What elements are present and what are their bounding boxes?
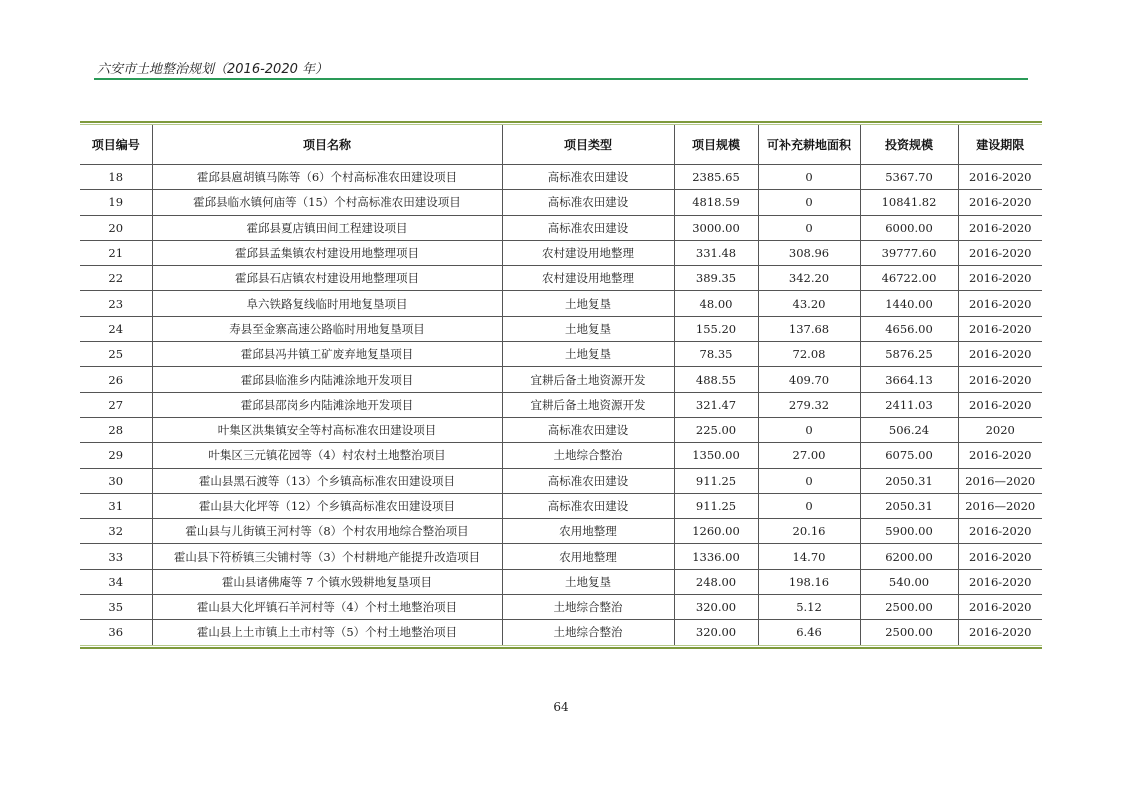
column-project-type-cell: 农用地整理 xyxy=(502,544,674,569)
column-project-name-cell: 叶集区洪集镇安全等村高标准农田建设项目 xyxy=(152,417,502,442)
column-period-cell: 2016—2020 xyxy=(958,493,1042,518)
column-project-scale-cell: 911.25 xyxy=(674,468,758,493)
column-project-id-cell: 30 xyxy=(80,468,152,493)
column-project-id-cell: 35 xyxy=(80,595,152,620)
column-supplementary-farmland-cell: 0 xyxy=(758,468,860,493)
column-investment-cell: 3664.13 xyxy=(860,367,958,392)
column-period-cell: 2020 xyxy=(958,417,1042,442)
column-project-type-cell: 高标准农田建设 xyxy=(502,190,674,215)
column-supplementary-farmland-cell: 342.20 xyxy=(758,266,860,291)
column-project-id-cell: 36 xyxy=(80,620,152,645)
column-supplementary-farmland-cell: 0 xyxy=(758,165,860,190)
column-project-scale-cell: 488.55 xyxy=(674,367,758,392)
column-project-type-cell: 高标准农田建设 xyxy=(502,493,674,518)
column-project-type-cell: 高标准农田建设 xyxy=(502,417,674,442)
column-period-cell: 2016—2020 xyxy=(958,468,1042,493)
column-period-cell: 2016-2020 xyxy=(958,392,1042,417)
column-period-cell: 2016-2020 xyxy=(958,316,1042,341)
column-period-cell: 2016-2020 xyxy=(958,342,1042,367)
column-project-name-cell: 霍山县大化坪等（12）个乡镇高标准农田建设项目 xyxy=(152,493,502,518)
table-row xyxy=(80,165,1042,190)
column-period-cell: 2016-2020 xyxy=(958,544,1042,569)
column-supplementary-farmland-cell: 43.20 xyxy=(758,291,860,316)
table-row xyxy=(80,240,1042,265)
column-project-scale-cell: 3000.00 xyxy=(674,215,758,240)
column-project-id-cell: 27 xyxy=(80,392,152,417)
column-investment-cell: 10841.82 xyxy=(860,190,958,215)
table-bottom-rule-thin xyxy=(80,645,1042,646)
column-project-scale-cell: 48.00 xyxy=(674,291,758,316)
column-project-type-cell: 高标准农田建设 xyxy=(502,468,674,493)
column-project-id-cell: 29 xyxy=(80,443,152,468)
column-project-id-cell: 21 xyxy=(80,240,152,265)
column-project-name-cell: 霍山县诸佛庵等 7 个镇水毁耕地复垦项目 xyxy=(152,569,502,594)
column-project-scale-cell: 1350.00 xyxy=(674,443,758,468)
column-investment-header: 投资规模 xyxy=(860,125,958,165)
table-row xyxy=(80,266,1042,291)
column-project-id-cell: 34 xyxy=(80,569,152,594)
column-project-scale-cell: 248.00 xyxy=(674,569,758,594)
table-row xyxy=(80,443,1042,468)
column-supplementary-farmland-cell: 6.46 xyxy=(758,620,860,645)
table-row xyxy=(80,190,1042,215)
column-project-id-cell: 26 xyxy=(80,367,152,392)
column-project-scale-cell: 4818.59 xyxy=(674,190,758,215)
column-investment-cell: 39777.60 xyxy=(860,240,958,265)
table-row xyxy=(80,367,1042,392)
column-supplementary-farmland-header: 可补充耕地面积 xyxy=(758,125,860,165)
column-investment-cell: 506.24 xyxy=(860,417,958,442)
column-period-cell: 2016-2020 xyxy=(958,266,1042,291)
column-project-id-cell: 23 xyxy=(80,291,152,316)
column-project-scale-cell: 2385.65 xyxy=(674,165,758,190)
page-number: 64 xyxy=(553,700,569,714)
column-project-name-cell: 霍邱县冯井镇工矿废弃地复垦项目 xyxy=(152,342,502,367)
column-project-id-cell: 31 xyxy=(80,493,152,518)
column-supplementary-farmland-cell: 137.68 xyxy=(758,316,860,341)
column-project-name-cell: 霍邱县扈胡镇马陈等（6）个村高标准农田建设项目 xyxy=(152,165,502,190)
column-project-name-cell: 霍邱县夏店镇田间工程建设项目 xyxy=(152,215,502,240)
column-investment-cell: 540.00 xyxy=(860,569,958,594)
running-header-title: 六安市土地整治规划（2016-2020 年） xyxy=(97,62,328,77)
column-project-scale-cell: 225.00 xyxy=(674,417,758,442)
column-investment-cell: 2050.31 xyxy=(860,493,958,518)
column-supplementary-farmland-cell: 5.12 xyxy=(758,595,860,620)
table-row xyxy=(80,620,1042,645)
column-project-name-cell: 霍邱县孟集镇农村建设用地整理项目 xyxy=(152,240,502,265)
column-supplementary-farmland-cell: 409.70 xyxy=(758,367,860,392)
column-project-name-cell: 霍邱县邵岗乡内陆滩涂地开发项目 xyxy=(152,392,502,417)
table-bottom-rule xyxy=(80,647,1042,649)
column-period-cell: 2016-2020 xyxy=(958,569,1042,594)
column-investment-cell: 5367.70 xyxy=(860,165,958,190)
column-supplementary-farmland-cell: 0 xyxy=(758,190,860,215)
column-project-scale-cell: 320.00 xyxy=(674,595,758,620)
column-project-scale-cell: 331.48 xyxy=(674,240,758,265)
column-investment-cell: 2500.00 xyxy=(860,620,958,645)
column-project-name-cell: 霍邱县临淮乡内陆滩涂地开发项目 xyxy=(152,367,502,392)
table-row xyxy=(80,493,1042,518)
column-period-cell: 2016-2020 xyxy=(958,190,1042,215)
table-row xyxy=(80,316,1042,341)
column-supplementary-farmland-cell: 20.16 xyxy=(758,519,860,544)
column-project-scale-cell: 78.35 xyxy=(674,342,758,367)
column-period-cell: 2016-2020 xyxy=(958,240,1042,265)
column-investment-cell: 46722.00 xyxy=(860,266,958,291)
column-project-type-cell: 宜耕后备土地资源开发 xyxy=(502,392,674,417)
column-project-id-cell: 22 xyxy=(80,266,152,291)
column-supplementary-farmland-cell: 0 xyxy=(758,215,860,240)
column-project-type-cell: 土地综合整治 xyxy=(502,595,674,620)
column-project-scale-cell: 321.47 xyxy=(674,392,758,417)
column-supplementary-farmland-cell: 279.32 xyxy=(758,392,860,417)
column-project-type-cell: 农村建设用地整理 xyxy=(502,240,674,265)
column-project-type-cell: 土地综合整治 xyxy=(502,443,674,468)
column-period-cell: 2016-2020 xyxy=(958,215,1042,240)
column-period-cell: 2016-2020 xyxy=(958,620,1042,645)
column-project-name-cell: 霍山县黑石渡等（13）个乡镇高标准农田建设项目 xyxy=(152,468,502,493)
column-project-type-cell: 宜耕后备土地资源开发 xyxy=(502,367,674,392)
table-row xyxy=(80,595,1042,620)
column-project-name-cell: 霍山县上土市镇上土市村等（5）个村土地整治项目 xyxy=(152,620,502,645)
table-row xyxy=(80,392,1042,417)
column-investment-cell: 2500.00 xyxy=(860,595,958,620)
column-project-type-cell: 农村建设用地整理 xyxy=(502,266,674,291)
column-investment-cell: 5876.25 xyxy=(860,342,958,367)
column-project-id-header: 项目编号 xyxy=(80,125,152,165)
column-supplementary-farmland-cell: 72.08 xyxy=(758,342,860,367)
column-investment-cell: 2411.03 xyxy=(860,392,958,417)
table-row xyxy=(80,215,1042,240)
column-supplementary-farmland-cell: 308.96 xyxy=(758,240,860,265)
column-project-type-cell: 土地复垦 xyxy=(502,342,674,367)
column-project-name-cell: 霍山县与儿街镇王河村等（8）个村农用地综合整治项目 xyxy=(152,519,502,544)
column-project-name-cell: 霍邱县石店镇农村建设用地整理项目 xyxy=(152,266,502,291)
column-supplementary-farmland-cell: 27.00 xyxy=(758,443,860,468)
column-project-type-cell: 土地复垦 xyxy=(502,316,674,341)
column-project-name-header: 项目名称 xyxy=(152,125,502,165)
column-project-id-cell: 25 xyxy=(80,342,152,367)
column-project-name-cell: 阜六铁路复线临时用地复垦项目 xyxy=(152,291,502,316)
table-row xyxy=(80,342,1042,367)
column-project-type-cell: 土地综合整治 xyxy=(502,620,674,645)
column-project-scale-cell: 1260.00 xyxy=(674,519,758,544)
column-period-cell: 2016-2020 xyxy=(958,595,1042,620)
table-row xyxy=(80,417,1042,442)
column-project-scale-cell: 320.00 xyxy=(674,620,758,645)
column-project-type-cell: 土地复垦 xyxy=(502,569,674,594)
column-period-cell: 2016-2020 xyxy=(958,443,1042,468)
table-top-rule xyxy=(80,121,1042,123)
column-project-type-cell: 农用地整理 xyxy=(502,519,674,544)
table-row xyxy=(80,519,1042,544)
table-row xyxy=(80,544,1042,569)
column-investment-cell: 6200.00 xyxy=(860,544,958,569)
column-project-type-cell: 高标准农田建设 xyxy=(502,215,674,240)
column-project-scale-header: 项目规模 xyxy=(674,125,758,165)
column-project-name-cell: 叶集区三元镇花园等（4）村农村土地整治项目 xyxy=(152,443,502,468)
column-investment-cell: 4656.00 xyxy=(860,316,958,341)
project-table xyxy=(80,125,1042,645)
column-project-scale-cell: 155.20 xyxy=(674,316,758,341)
column-supplementary-farmland-cell: 0 xyxy=(758,417,860,442)
column-period-cell: 2016-2020 xyxy=(958,519,1042,544)
column-project-scale-cell: 389.35 xyxy=(674,266,758,291)
table-row xyxy=(80,291,1042,316)
column-period-header: 建设期限 xyxy=(958,125,1042,165)
column-project-id-cell: 33 xyxy=(80,544,152,569)
header-divider xyxy=(94,78,1028,80)
column-project-name-cell: 霍山县下符桥镇三尖铺村等（3）个村耕地产能提升改造项目 xyxy=(152,544,502,569)
column-project-id-cell: 28 xyxy=(80,417,152,442)
column-investment-cell: 6000.00 xyxy=(860,215,958,240)
table-header-row xyxy=(80,125,1042,165)
column-period-cell: 2016-2020 xyxy=(958,367,1042,392)
column-project-type-cell: 高标准农田建设 xyxy=(502,165,674,190)
column-project-id-cell: 32 xyxy=(80,519,152,544)
column-investment-cell: 2050.31 xyxy=(860,468,958,493)
table-row xyxy=(80,569,1042,594)
column-project-id-cell: 24 xyxy=(80,316,152,341)
column-period-cell: 2016-2020 xyxy=(958,291,1042,316)
column-project-id-cell: 18 xyxy=(80,165,152,190)
column-supplementary-farmland-cell: 0 xyxy=(758,493,860,518)
column-investment-cell: 5900.00 xyxy=(860,519,958,544)
column-project-name-cell: 霍邱县临水镇何庙等（15）个村高标准农田建设项目 xyxy=(152,190,502,215)
column-project-type-cell: 土地复垦 xyxy=(502,291,674,316)
column-project-id-cell: 19 xyxy=(80,190,152,215)
column-project-id-cell: 20 xyxy=(80,215,152,240)
column-project-name-cell: 寿县至金寨高速公路临时用地复垦项目 xyxy=(152,316,502,341)
column-supplementary-farmland-cell: 198.16 xyxy=(758,569,860,594)
column-investment-cell: 1440.00 xyxy=(860,291,958,316)
column-investment-cell: 6075.00 xyxy=(860,443,958,468)
column-project-scale-cell: 911.25 xyxy=(674,493,758,518)
project-table-container xyxy=(80,121,1042,649)
column-period-cell: 2016-2020 xyxy=(958,165,1042,190)
column-project-type-header: 项目类型 xyxy=(502,125,674,165)
table-row xyxy=(80,468,1042,493)
column-project-name-cell: 霍山县大化坪镇石羊河村等（4）个村土地整治项目 xyxy=(152,595,502,620)
column-supplementary-farmland-cell: 14.70 xyxy=(758,544,860,569)
column-project-scale-cell: 1336.00 xyxy=(674,544,758,569)
